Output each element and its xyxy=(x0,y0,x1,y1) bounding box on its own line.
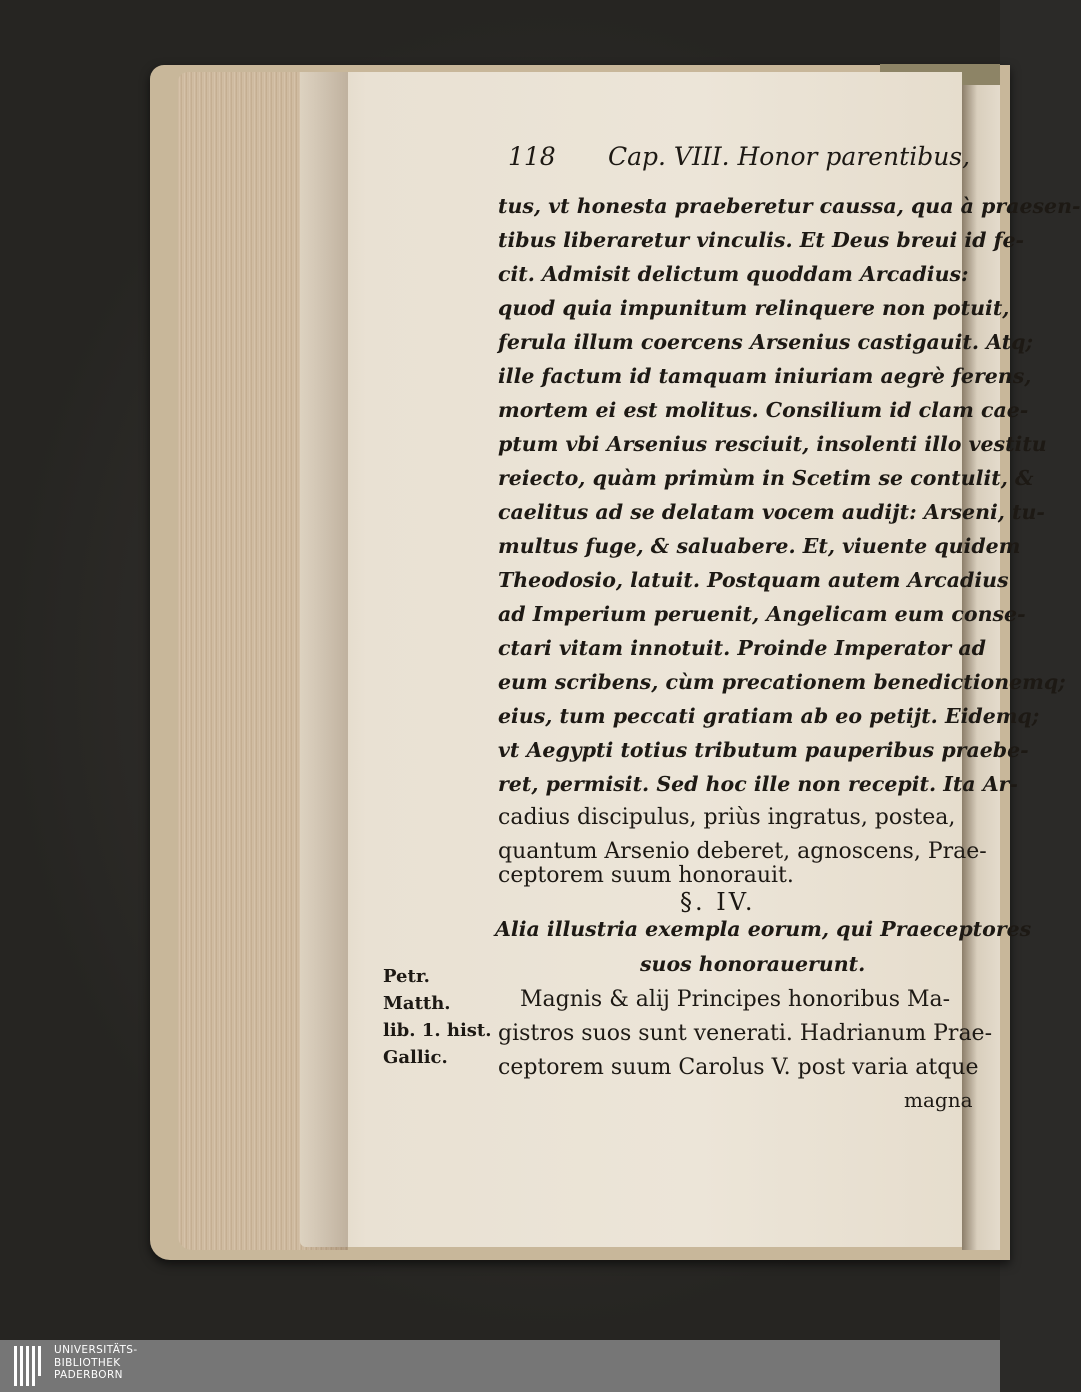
body-line: cit. Admisit delictum quoddam Arcadius: xyxy=(498,262,969,286)
running-head: Cap. VIII. Honor parentibus, xyxy=(608,142,971,171)
section-number: §. IV. xyxy=(680,888,756,916)
library-name-line: BIBLIOTHEK xyxy=(54,1356,121,1369)
margin-note-line: Petr. xyxy=(383,966,430,987)
library-footer xyxy=(0,1340,1000,1392)
body-line: ille factum id tamquam iniuriam aegrè ferens, xyxy=(498,364,1032,388)
body-line: ret, permisit. Sed hoc ille non recepit. Ita Ar- xyxy=(498,772,1018,796)
body-line: Magnis & alij Principes honoribus Ma- xyxy=(520,987,951,1012)
body-line: mortem ei est molitus. Consilium id clam cae- xyxy=(498,398,1029,422)
library-name xyxy=(54,1344,138,1382)
body-line: eum scribens, cùm precationem benedictionemq; xyxy=(498,670,1066,694)
catchword: magna xyxy=(904,1088,973,1112)
body-line: eius, tum peccati gratiam ab eo petijt. Eidemq; xyxy=(498,704,1040,728)
body-line: reiecto, quàm primùm in Scetim se contulit, & xyxy=(498,466,1034,490)
body-line: tus, vt honesta praeberetur caussa, qua à praesen- xyxy=(498,194,1081,218)
page-number: 118 xyxy=(508,142,556,171)
body-line: caelitus ad se delatam vocem audijt: Arseni, tu- xyxy=(498,500,1045,524)
body-line: cadius discipulus, priùs ingratus, postea, xyxy=(498,805,956,830)
body-line: ptum vbi Arsenius resciuit, insolenti illo vestitu xyxy=(498,432,1047,456)
body-line: quantum Arsenio deberet, agnoscens, Prae- xyxy=(498,839,987,864)
body-line: vt Aegypti totius tributum pauperibus praebe- xyxy=(498,738,1029,762)
body-line: ceptorem suum Carolus V. post varia atque xyxy=(498,1055,979,1080)
library-name-line: PADERBORN xyxy=(54,1369,123,1381)
body-line: tibus liberaretur vinculis. Et Deus breui id fe- xyxy=(498,228,1025,252)
margin-note-line: Matth. xyxy=(383,993,451,1014)
body-line: multus fuge, & saluabere. Et, viuente quidem xyxy=(498,534,1021,558)
library-name-line: UNIVERSITÄTS- xyxy=(54,1344,138,1356)
body-line: ceptorem suum honorauit. xyxy=(498,863,794,888)
body-line: ad Imperium peruenit, Angelicam eum conse- xyxy=(498,602,1026,626)
body-line: Theodosio, latuit. Postquam autem Arcadius xyxy=(498,568,1009,592)
section-title: suos honorauerunt. xyxy=(640,952,866,976)
margin-note-line: Gallic. xyxy=(383,1047,448,1068)
body-line: quod quia impunitum relinquere non potuit, xyxy=(498,296,1010,320)
body-line: ctari vitam innotuit. Proinde Imperator ad xyxy=(498,636,986,660)
body-line: ferula illum coercens Arsenius castigauit. Atq; xyxy=(498,330,1034,354)
section-title: Alia illustria exempla eorum, qui Praeceptores xyxy=(495,917,1032,941)
margin-note-line: lib. 1. hist. xyxy=(383,1020,492,1041)
library-logo-icon xyxy=(14,1346,48,1386)
body-line: gistros suos sunt venerati. Hadrianum Prae- xyxy=(498,1021,993,1046)
